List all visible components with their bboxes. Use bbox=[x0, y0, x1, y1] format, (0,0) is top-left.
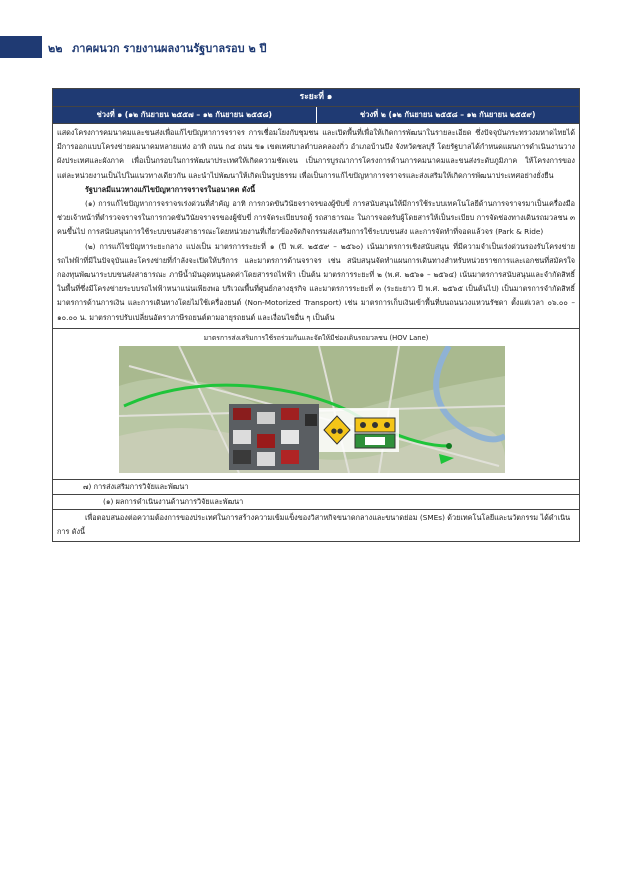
research-heading-row: ๗) การส่งเสริมการวิจัยและพัฒนา bbox=[53, 479, 579, 494]
period-2-header: ช่วงที่ ๒ (๑๒ กันยายน ๒๕๕๘ – ๑๒ กันยายน ๒๕๕๙) bbox=[360, 110, 536, 119]
mid-term-measures-paragraph: (๒) การแก้ไขปัญหาระยะกลาง แบ่งเป็น มาตรการระยะที่ ๑ (ปี พ.ศ. ๒๕๕๙ – ๒๕๖๐) เน้นมาตรการเชิงสนับสนุน ที่มีความจำเป็นเร่งด่วนรองรับโครงข่ายรถไฟฟ้าที่มีในปัจจุบันและโครงข่ายที่กำลังจะเปิดให้บริการ และมาตรการด้านจราจร เช่น สนับสนุนจัดทำแผนการเดินทางสำหรับหน่วยราชการและเอกชนที่สมัครใจ กองทุนพัฒนาระบบขนส่งสาธารณะ ภาษีน้ำมันอุดหนุนลดค่าโดยสารรถไฟฟ้า เป็นต้น มาตรการระยะที่ ๒ (พ.ศ. ๒๕๖๑ – ๒๕๖๔) เน้นมาตรการสนับสนุนและจำกัดสิทธิ์ในพื้นที่ซึ่งมีโครงข่ายระบบรถไฟฟ้าหนาแน่นเพียงพอ บริเวณพื้นที่ศูนย์กลางธุรกิจ และมาตรการระยะที่ ๓ (ระยะยาว ปี พ.ศ. ๒๕๖๕ เป็นต้นไป) เป็นมาตรการจำกัดสิทธิ์ มาตรการด้านการเงิน และการเดินทางโดยไม่ใช้เครื่องยนต์ (Non-Motorized Transport) เช่น มาตรการเก็บเงินเข้าพื้นที่บนถนนวงแหวนรัชดา ตั้งแต่เวลา ๐๖.๐๐ – ๑๐.๐๐ น. มาตรการปรับเปลี่ยนอัตราภาษีรถยนต์ตามอายุรถยนต์ และเงื่อนไขอื่น ๆ เป็นต้น bbox=[57, 241, 575, 322]
header-color-block bbox=[0, 36, 42, 58]
phase-title: ระยะที่ ๑ bbox=[53, 89, 579, 107]
sme-paragraph-row bbox=[53, 509, 579, 541]
page-number: ๒๒ bbox=[48, 42, 63, 55]
research-subheading-row: (๑) ผลการดำเนินงานด้านการวิจัยและพัฒนา bbox=[53, 494, 579, 509]
figure-cell bbox=[53, 328, 579, 479]
intro-paragraph: แสดงโครงการคมนาคมและขนส่งเพื่อแก้ไขปัญหาการจราจร การเชื่อมโยงกับชุมชน และเปิดพื้นที่เพื่อให้เกิดการพัฒนาในรายละเอียด ซึ่งปัจจุบันกระทรวงมหาดไทยได้มีการออกแบบโครงข่ายคมนาคมหลายแห่ง อาทิ ถนน ก๔ ถนน ข๑ เขตเทศบาลตำบลคลองกิ่ว อำเภอบ้านบึง จังหวัดชลบุรี โดยรัฐบาลได้กำหนดแผนการดำเนินงานวางผังประเทศและผังภาค เพื่อเป็นกรอบในการพัฒนาประเทศให้เกิดความชัดเจน เป็นการบูรณาการโครงการด้านการคมนาคมและขนส่งระดับภูมิภาค ให้โครงการของแต่ละหน่วยงานเป็นไปในแนวทางเดียวกัน และนำไปพัฒนาให้เกิดเป็นรูปธรรม เพื่อเป็นการแก้ไขปัญหาการจราจรและส่งเสริมให้เกิดการพัฒนาประเทศอย่างยั่งยืน bbox=[57, 128, 575, 180]
page-header bbox=[0, 36, 625, 58]
sme-paragraph: เพื่อตอบสนองต่อความต้องการของประเทศในการสร้างความเข้มแข็งของวิสาหกิจขนาดกลางและขนาดย่อม (SMEs) ด้วยเทคโนโลยีและนวัตกรรม ได้ดำเนินการ ดังนี้ bbox=[57, 512, 571, 537]
hov-lane-map-image bbox=[119, 346, 505, 473]
page-header-title: ภาคผนวก รายงานผลงานรัฐบาลรอบ ๒ ปี bbox=[72, 42, 267, 55]
urgent-measures-paragraph: (๑) การแก้ไขปัญหาการจราจรเร่งด่วนที่สำคัญ อาทิ การกวดขันวินัยจราจรของผู้ขับขี่ การสนับสนุนให้มีการใช้ระบบเทคโนโลยีด้านการจราจรมาเป็นเครื่องมือช่วยเจ้าหน้าที่ตำรวจจราจรในการกวดขันวินัยจราจรของผู้ขับขี่ การจัดระเบียบรถตู้ รถสาธารณะ ในการจอดรับผู้โดยสารให้เป็นระเบียบ การจัดช่องทางเดินรถมวลชน ๓ คนขึ้นไป การสนับสนุนการใช้ระบบขนส่งสาธารณะโดยหน่วยงานที่เกี่ยวข้องจัดกิจกรรมส่งเสริมการใช้ระบบขนส่ง และการจัดทำที่จอดแล้วจร (Park & Ride) bbox=[57, 199, 575, 237]
content-cell bbox=[53, 124, 579, 328]
figure-caption: มาตรการส่งเสริมการใช้รถร่วมกันและจัดให้มีช่องเดินรถมวลชน (HOV Lane) bbox=[203, 333, 429, 342]
phase-table bbox=[52, 88, 580, 542]
svg-text:●●: ●● bbox=[330, 426, 344, 435]
route-endpoint-icon bbox=[446, 443, 452, 449]
measures-subheading: รัฐบาลมีแนวทางแก้ไขปัญหาการจราจรในอนาคต ดังนี้ bbox=[85, 184, 256, 194]
period-row bbox=[53, 107, 579, 124]
period-1-header: ช่วงที่ ๑ (๑๒ กันยายน ๒๕๕๗ – ๑๒ กันยายน ๒๕๕๘) bbox=[53, 107, 317, 123]
